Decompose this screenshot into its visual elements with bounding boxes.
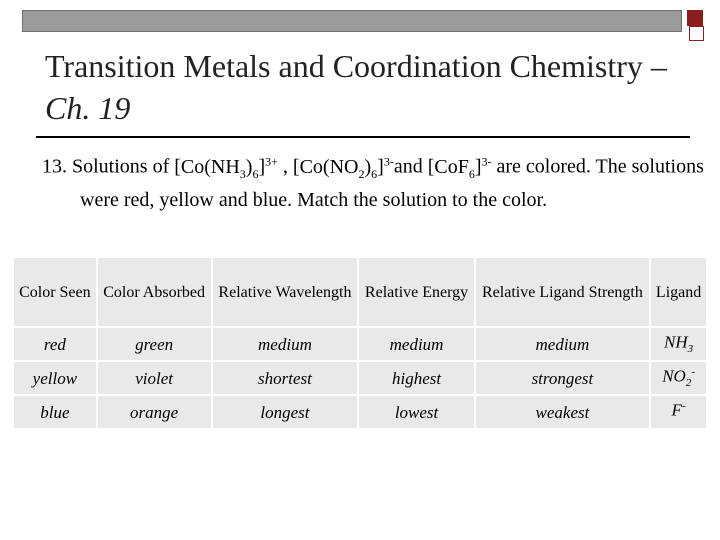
header-color-seen: Color Seen xyxy=(14,258,96,326)
corner-accent-square-outline xyxy=(689,26,704,41)
header-color-absorbed: Color Absorbed xyxy=(98,258,211,326)
header-bar xyxy=(22,10,682,32)
complex-2-part: ] xyxy=(377,155,384,178)
complex-3 xyxy=(427,154,492,181)
cell-wavelength: medium xyxy=(213,328,358,360)
ligand-formula: F xyxy=(671,400,682,420)
complex-2-sub: 2 xyxy=(358,166,365,181)
table-row xyxy=(14,362,706,394)
cell-wavelength: shortest xyxy=(213,362,358,394)
cell-ligand-strength: medium xyxy=(476,328,649,360)
title-divider xyxy=(36,136,690,138)
cell-color-absorbed: violet xyxy=(98,362,211,394)
cell-energy: lowest xyxy=(359,396,473,428)
header-relative-energy: Relative Energy xyxy=(359,258,473,326)
header-ligand: Ligand xyxy=(651,258,706,326)
separator: and xyxy=(393,155,428,178)
title-chapter: Ch. 19 xyxy=(45,90,131,126)
cell-ligand xyxy=(651,396,706,428)
corner-accent-square-filled xyxy=(687,10,703,26)
cell-color-absorbed: orange xyxy=(98,396,211,428)
ligand-charge: - xyxy=(681,400,686,413)
ligand-formula: NO xyxy=(662,366,686,386)
ligand-formula: NH xyxy=(664,332,688,352)
complex-1-part: ) xyxy=(245,155,253,178)
cell-ligand xyxy=(651,328,706,360)
question-rest: are colored. The solutions were red, yellow and blue. Match the solution to the color. xyxy=(80,155,704,211)
cell-color-seen: red xyxy=(14,328,96,360)
cell-ligand xyxy=(651,362,706,394)
header-relative-ligand-strength: Relative Ligand Strength xyxy=(476,258,649,326)
cell-wavelength: longest xyxy=(213,396,358,428)
table-row xyxy=(14,328,706,360)
table-header-row xyxy=(14,258,706,326)
ligand-subscript: 3 xyxy=(687,343,694,356)
slide-title xyxy=(45,45,685,129)
complex-1-sub: 3 xyxy=(239,166,246,181)
cell-energy: highest xyxy=(359,362,473,394)
cell-ligand-strength: strongest xyxy=(476,362,649,394)
complex-3-sub: 6 xyxy=(468,166,475,181)
ligand-charge: - xyxy=(691,366,695,379)
separator: , xyxy=(277,155,293,178)
complex-2 xyxy=(292,154,394,181)
complex-2-charge: 3- xyxy=(383,154,394,168)
title-main: Transition Metals and Coordination Chemistry – xyxy=(45,48,667,84)
cell-ligand-strength: weakest xyxy=(476,396,649,428)
cell-color-seen: blue xyxy=(14,396,96,428)
complex-1-part: ] xyxy=(258,155,266,178)
color-ligand-table xyxy=(12,256,708,430)
cell-color-seen: yellow xyxy=(14,362,96,394)
complex-1 xyxy=(174,154,278,181)
question-text xyxy=(42,148,720,213)
complex-1-charge: 3+ xyxy=(265,154,278,168)
complex-2-sub: 6 xyxy=(371,166,378,181)
complex-2-part: ) xyxy=(364,155,372,178)
ligand-subscript: 2 xyxy=(685,377,692,390)
header-relative-wavelength: Relative Wavelength xyxy=(213,258,358,326)
complex-3-part: ] xyxy=(474,155,482,178)
question-number: 13. Solutions of xyxy=(42,155,175,178)
complex-1-sub: 6 xyxy=(252,166,259,181)
complex-3-charge: 3- xyxy=(481,154,492,168)
complex-3-part: [CoF xyxy=(427,155,469,178)
complex-1-part: [Co(NH xyxy=(174,155,240,178)
table-row xyxy=(14,396,706,428)
cell-energy: medium xyxy=(359,328,473,360)
cell-color-absorbed: green xyxy=(98,328,211,360)
complex-2-part: [Co(NO xyxy=(292,155,359,178)
